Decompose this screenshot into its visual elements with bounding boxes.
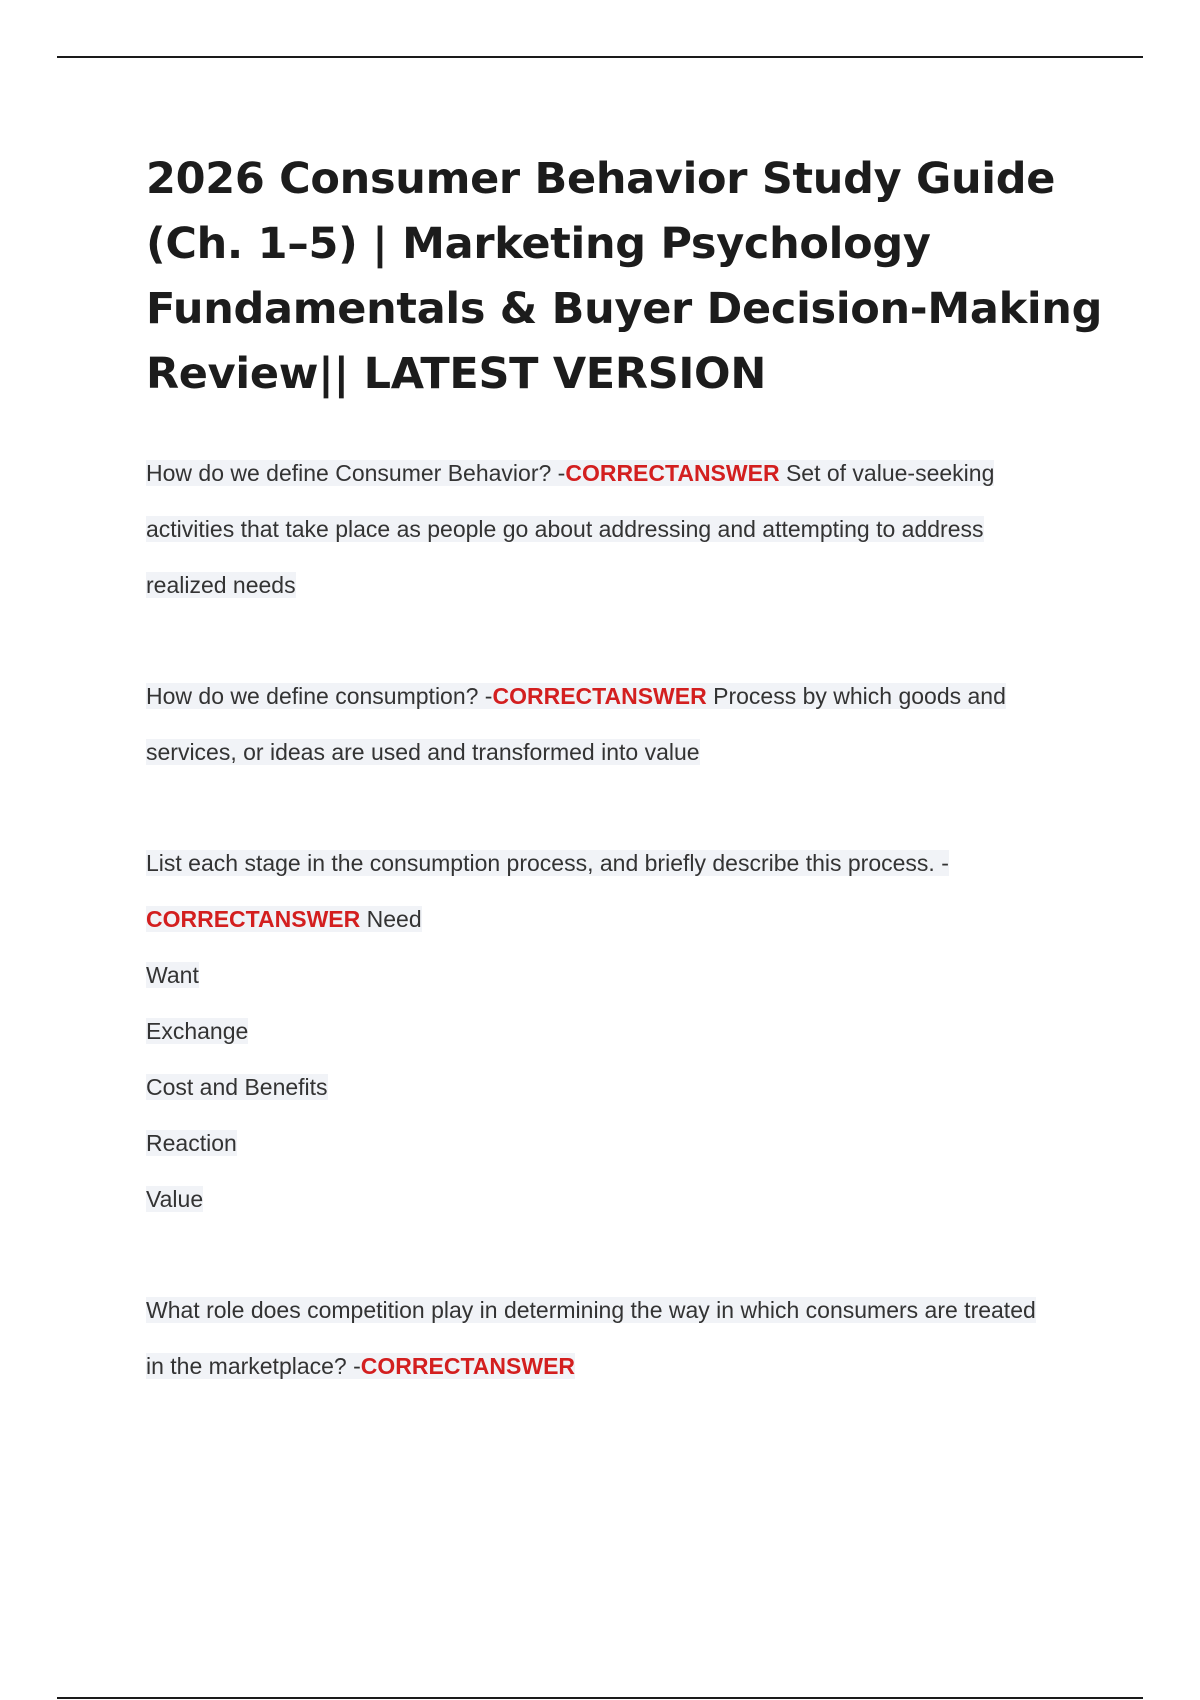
title-line: (Ch. 1–5) | Marketing Psychology — [146, 219, 931, 269]
answer-text: Need — [360, 906, 422, 932]
qa-line — [146, 724, 1106, 780]
qa-line — [146, 668, 1106, 724]
qa-line — [146, 445, 1106, 501]
answer-text: realized needs — [146, 572, 296, 598]
question-text: How do we define consumption? - — [146, 683, 493, 709]
title-line: Fundamentals & Buyer Decision-Making — [146, 284, 1103, 334]
qa-item — [146, 445, 1106, 613]
correct-answer-tag: CORRECTANSWER — [360, 1353, 576, 1379]
list-item — [146, 1003, 1106, 1059]
qa-line — [146, 1338, 1106, 1394]
correct-answer-tag: CORRECTANSWER — [492, 683, 707, 709]
answer-text: Reaction — [146, 1130, 237, 1156]
question-text: What role does competition play in determining the way in which consumers are treated — [146, 1297, 1036, 1323]
title-line: Review|| LATEST VERSION — [146, 349, 767, 399]
list-item — [146, 1171, 1106, 1227]
qa-content — [146, 445, 1106, 1449]
answer-text: Set of value-seeking — [779, 460, 995, 486]
correct-answer-tag: CORRECTANSWER — [146, 906, 361, 932]
question-text: in the marketplace? - — [146, 1353, 361, 1379]
document-title — [146, 147, 1106, 407]
qa-line — [146, 557, 1106, 613]
qa-line — [146, 891, 1106, 947]
list-item — [146, 1115, 1106, 1171]
answer-text: services, or ideas are used and transformed into value — [146, 739, 700, 765]
answer-text: Cost and Benefits — [146, 1074, 328, 1100]
top-divider — [57, 56, 1143, 58]
qa-line — [146, 501, 1106, 557]
title-line: 2026 Consumer Behavior Study Guide — [146, 154, 1056, 204]
correct-answer-tag: CORRECTANSWER — [565, 460, 780, 486]
qa-item — [146, 668, 1106, 780]
bottom-divider — [57, 1697, 1143, 1699]
list-item — [146, 947, 1106, 1003]
answer-text: Process by which goods and — [706, 683, 1006, 709]
answer-text: activities that take place as people go about addressing and attempting to address — [146, 516, 984, 542]
question-text: How do we define Consumer Behavior? - — [146, 460, 566, 486]
list-item — [146, 1059, 1106, 1115]
answer-text: Want — [146, 962, 199, 988]
question-text: List each stage in the consumption process, and briefly describe this process. - — [146, 850, 949, 876]
answer-text: Value — [146, 1186, 204, 1212]
qa-item — [146, 1282, 1106, 1394]
answer-text: Exchange — [146, 1018, 249, 1044]
qa-line — [146, 1282, 1106, 1338]
qa-line — [146, 835, 1106, 891]
qa-item — [146, 835, 1106, 1227]
